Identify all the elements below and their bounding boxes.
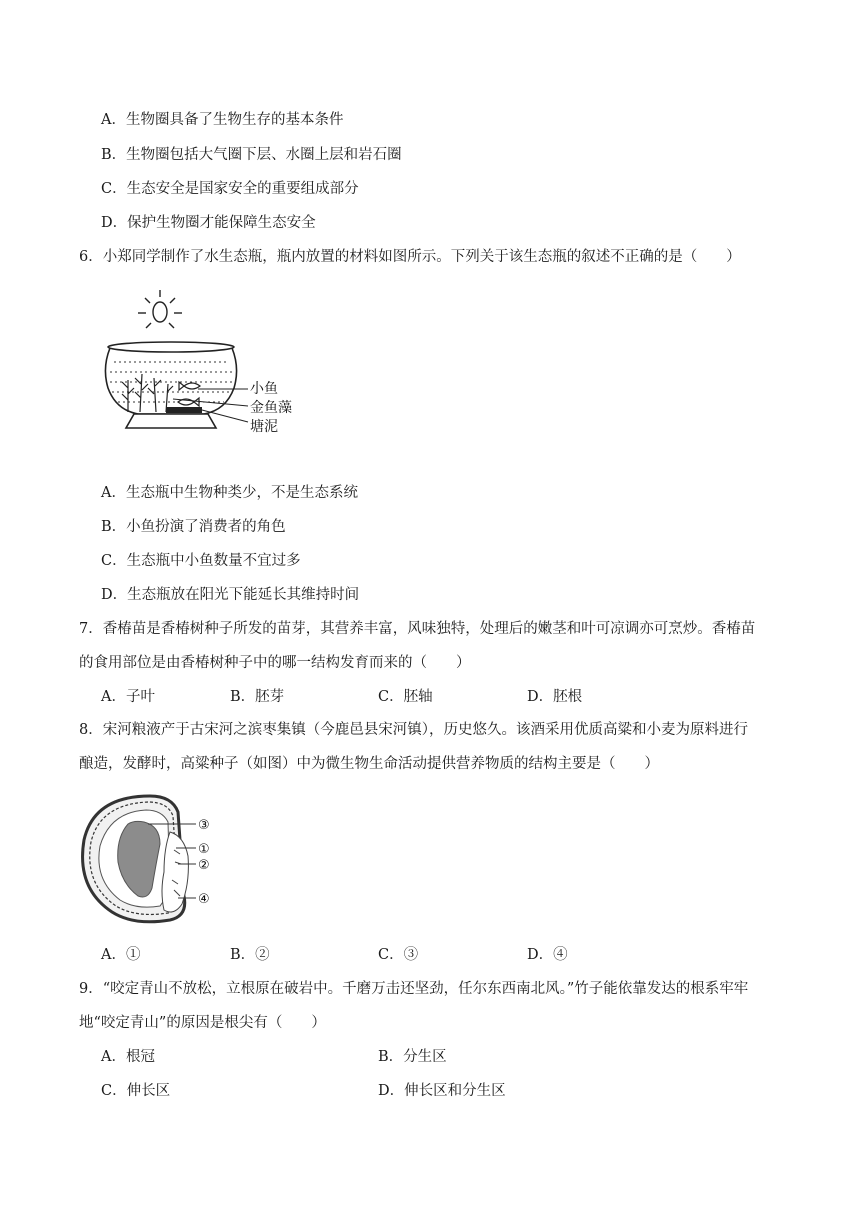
q7-stem-line2: 的食用部位是由香椿树种子中的哪一结构发育而来的（ ） <box>79 655 471 671</box>
ecological-bottle-figure <box>98 288 328 448</box>
q5-option-c: C．生态安全是国家安全的重要组成部分 <box>101 181 359 197</box>
q8-option-d: D．④ <box>527 947 568 963</box>
seed-label-1: ① <box>198 842 210 857</box>
label-small-fish: 小鱼 <box>250 381 278 397</box>
sorghum-seed-figure <box>78 792 228 928</box>
q9-stem-line2: 地“咬定青山”的原因是根尖有（ ） <box>79 1015 326 1031</box>
seed-label-3: ③ <box>198 818 210 833</box>
q5-option-a: A．生物圈具备了生物生存的基本条件 <box>101 112 344 128</box>
q8-option-a: A．① <box>101 947 141 963</box>
q7-option-b: B．胚芽 <box>230 689 285 705</box>
q9-option-d: D．伸长区和分生区 <box>378 1083 506 1099</box>
label-pond-mud: 塘泥 <box>250 419 278 435</box>
q6-option-c: C．生态瓶中小鱼数量不宜过多 <box>101 553 301 569</box>
q7-option-a: A．子叶 <box>101 689 155 705</box>
bottle-stand <box>126 414 216 428</box>
hornwort-plant-icon <box>122 374 173 412</box>
q9-option-c: C．伸长区 <box>101 1083 171 1099</box>
q8-option-b: B．② <box>230 947 270 963</box>
q6-option-b: B．小鱼扮演了消费者的角色 <box>101 519 286 535</box>
q6-option-a: A．生态瓶中生物种类少，不是生态系统 <box>101 485 358 501</box>
q8-option-c: C．③ <box>378 947 419 963</box>
sun-icon <box>138 290 182 328</box>
seed-label-4: ④ <box>198 892 210 907</box>
q5-option-d: D．保护生物圈才能保障生态安全 <box>101 215 316 231</box>
q9-option-a: A．根冠 <box>101 1049 155 1065</box>
q9-stem-line1: 9．“咬定青山不放松，立根原在破岩中。千磨万击还坚劲，任尔东西南北风。”竹子能依靠发达的根系牢牢 <box>79 981 749 997</box>
q7-stem-line1: 7．香椿苗是香椿树种子所发的苗芽，其营养丰富，风味独特，处理后的嫩茎和叶可凉调亦可烹炒。香椿苗 <box>79 621 756 637</box>
seed-label-2: ② <box>198 858 210 873</box>
q5-option-b: B．生物圈包括大气圈下层、水圈上层和岩石圈 <box>101 147 402 163</box>
q8-stem-line2: 酿造，发酵时，高粱种子（如图）中为微生物生命活动提供营养物质的结构主要是（ ） <box>79 756 659 772</box>
q8-stem-line1: 8．宋河粮液产于古宋河之滨枣集镇（今鹿邑县宋河镇），历史悠久。该酒采用优质高粱和小麦为原料进行 <box>79 722 748 738</box>
label-hornwort: 金鱼藻 <box>250 400 292 416</box>
q6-stem: 6．小郑同学制作了水生态瓶，瓶内放置的材料如图所示。下列关于该生态瓶的叙述不正确的是（ ） <box>79 249 741 265</box>
q6-option-d: D．生态瓶放在阳光下能延长其维持时间 <box>101 587 360 603</box>
fish-icon <box>178 382 200 406</box>
q9-option-b: B．分生区 <box>378 1049 447 1065</box>
pond-mud <box>166 407 202 413</box>
q7-option-c: C．胚轴 <box>378 689 433 705</box>
q7-option-d: D．胚根 <box>527 689 583 705</box>
